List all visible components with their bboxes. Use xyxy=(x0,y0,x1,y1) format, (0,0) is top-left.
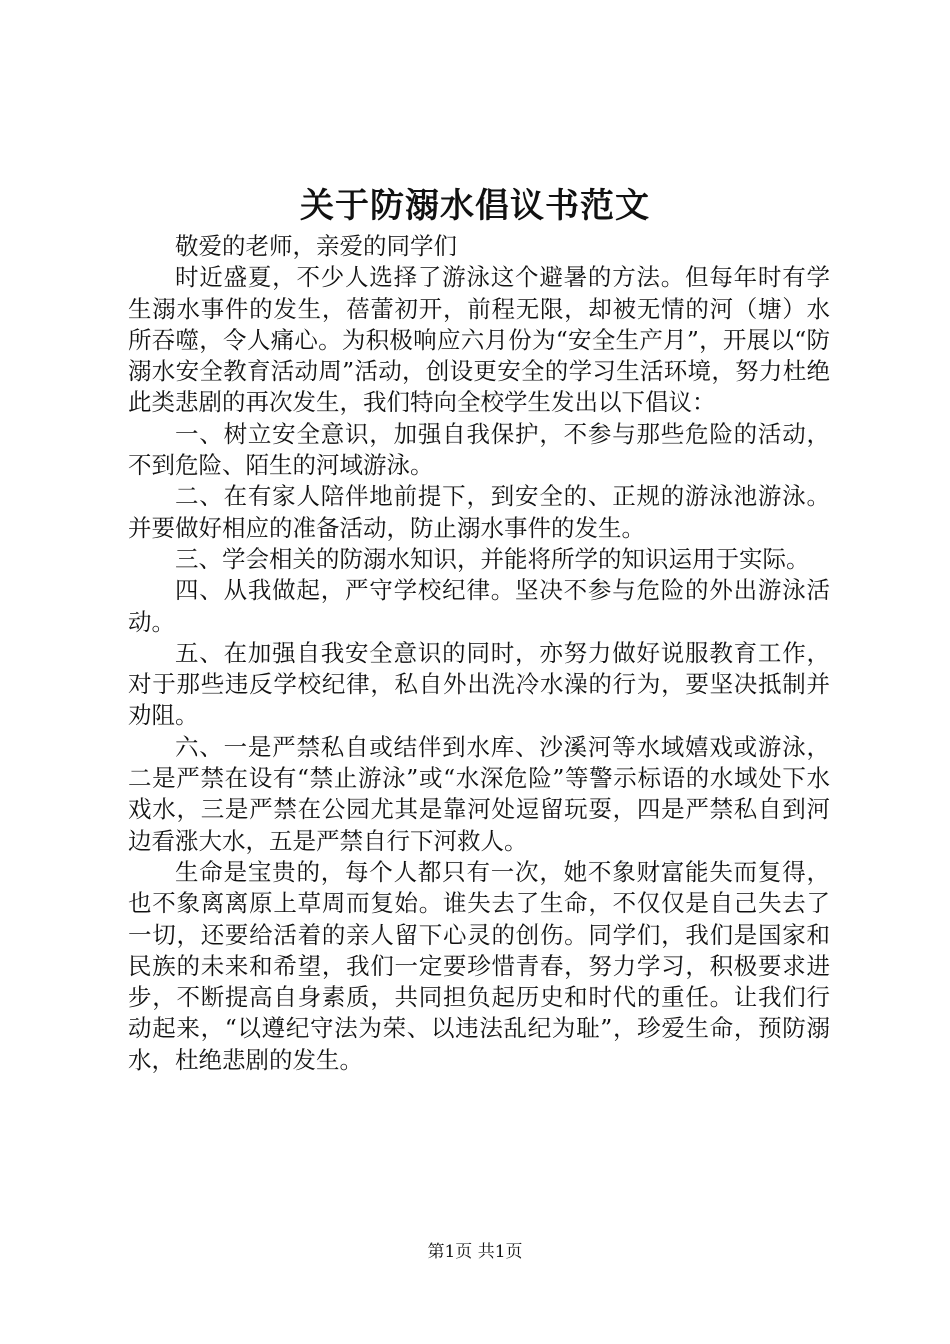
paragraph-item-2: 二、在有家人陪伴地前提下，到安全的、正规的游泳池游泳。并要做好相应的准备活动，防止溺水事件的发生。 xyxy=(128,482,830,542)
page-footer: 第1页 共1页 xyxy=(427,1242,523,1262)
paragraph-item-1: 一、树立安全意识，加强自我保护，不参与那些危险的活动，不到危险、陌生的河域游泳。 xyxy=(128,419,830,480)
salutation: 敬爱的老师，亲爱的同学们 xyxy=(175,232,457,260)
document-body xyxy=(128,231,830,1076)
paragraph-item-3: 三、学会相关的防溺水知识，并能将所学的知识运用于实际。 xyxy=(175,544,810,573)
paragraph-conclusion: 生命是宝贵的，每个人都只有一次，她不象财富能失而复得，也不象离离原上草周而复始。谁失去了生命，不仅仅是自己失去了一切，还要给活着的亲人留下心灵的创伤。同学们，我们是国家和民族的未来和希望，我们一定要珍惜青春，努力学习，积极要求进步，不断提高自身素质，共同担负起历史和时代的重任。让我们行动起来，“以遵纪守法为荣、以违法乱纪为耻”，珍爱生命，预防溺水，杜绝悲剧的发生。 xyxy=(128,857,830,1074)
paragraph-item-6: 六、一是严禁私自或结伴到水库、沙溪河等水域嬉戏或游泳，二是严禁在设有“禁止游泳”或“水深危险”等警示标语的水域处下水戏水，三是严禁在公园尤其是靠河处逗留玩耍，四是严禁私自到河边看涨大水，五是严禁自行下河救人。 xyxy=(128,732,830,855)
paragraph-item-5: 五、在加强自我安全意识的同时，亦努力做好说服教育工作，对于那些违反学校纪律，私自外出洗冷水澡的行为，要坚决抵制并劝阻。 xyxy=(128,638,830,730)
paragraph-intro: 时近盛夏，不少人选择了游泳这个避暑的方法。但每年时有学生溺水事件的发生，蓓蕾初开，前程无限，却被无情的河（塘）水所吞噬，令人痛心。为积极响应六月份为“安全生产月”，开展以“防溺水安全教育活动周”活动，创设更安全的学习生活环境，努力杜绝此类悲剧的再次发生，我们特向全校学生发出以下倡议： xyxy=(128,263,830,417)
document-title: 关于防溺水倡议书范文 xyxy=(300,186,650,226)
paragraph-item-4: 四、从我做起，严守学校纪律。坚决不参与危险的外出游泳活动。 xyxy=(128,576,830,636)
